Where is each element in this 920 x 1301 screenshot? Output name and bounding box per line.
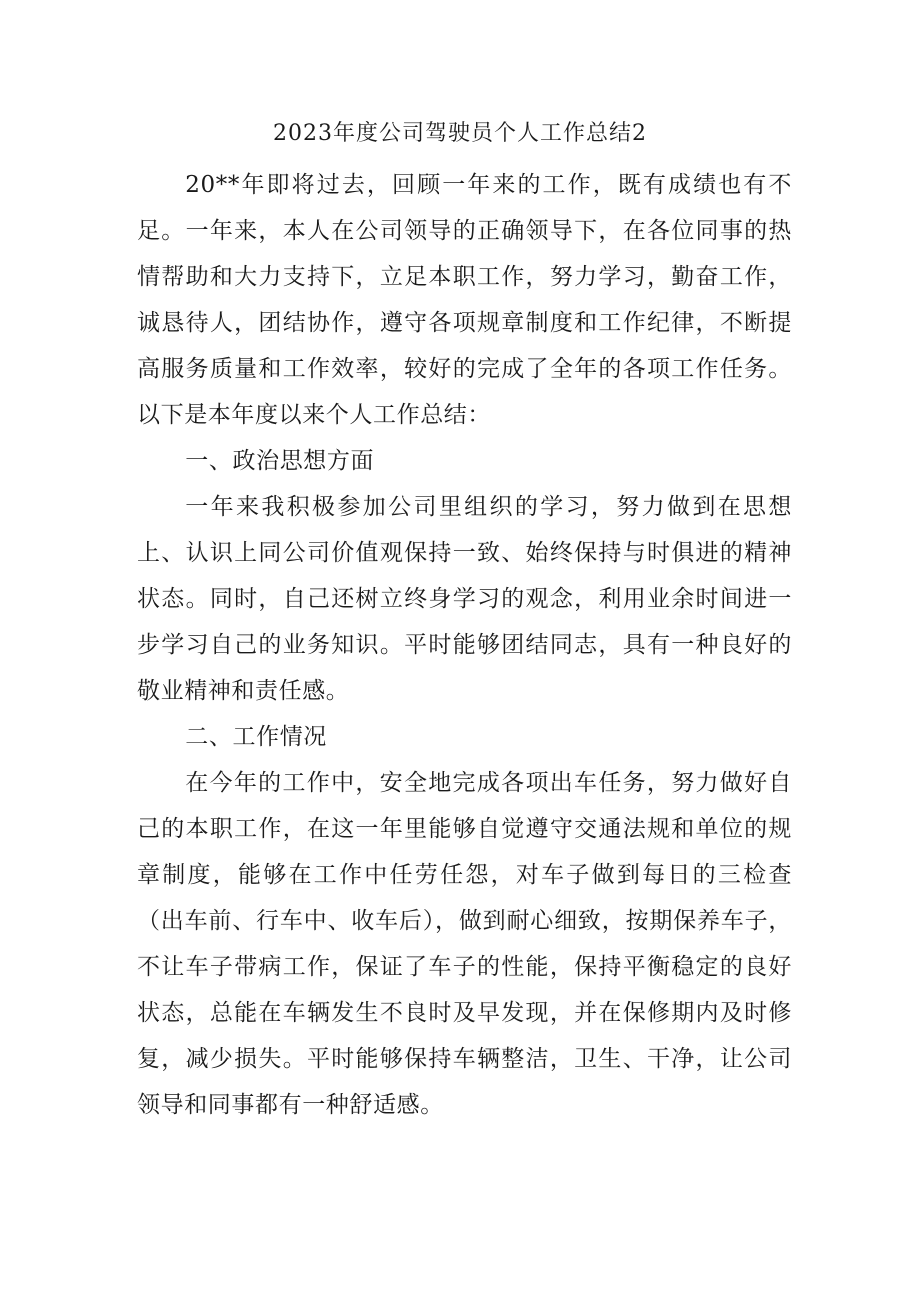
politics-paragraph: 一年来我积极参加公司里组织的学习，努力做到在思想上、认识上同公司价值观保持一致、始终保持与时俱进的精神状态。同时，自己还树立终身学习的观念，利用业余时间进一步学习自己的业务知识。平时能够团结同志，具有一种良好的敬业精神和责任感。 (137, 494, 792, 704)
document-title: 2023年度公司驾驶员个人工作总结2 (273, 121, 647, 146)
intro-paragraph: 20**年即将过去，回顾一年来的工作，既有成绩也有不足。一年来，本人在公司领导的正确领导下，在各位同事的热情帮助和大力支持下，立足本职工作，努力学习，勤奋工作，诚恳待人，团结协作，遵守各项规章制度和工作纪律，不断提高服务质量和工作效率，较好的完成了全年的各项工作任务。以下是本年度以来个人工作总结： (137, 172, 792, 428)
section-heading-politics: 一、政治思想方面 (185, 448, 375, 474)
document-body (137, 162, 792, 1128)
work-paragraph: 在今年的工作中，安全地完成各项出车任务，努力做好自己的本职工作，在这一年里能够自觉遵守交通法规和单位的规章制度，能够在工作中任劳任怨，对车子做到每日的三检查（出车前、行车中、收车后），做到耐心细致，按期保养车子，不让车子带病工作，保证了车子的性能，保持平衡稳定的良好状态，总能在车辆发生不良时及早发现，并在保修期内及时修复，减少损失。平时能够保持车辆整洁，卫生、干净，让公司领导和同事都有一种舒适感。 (137, 770, 792, 1118)
section-heading-work: 二、工作情况 (185, 724, 327, 750)
